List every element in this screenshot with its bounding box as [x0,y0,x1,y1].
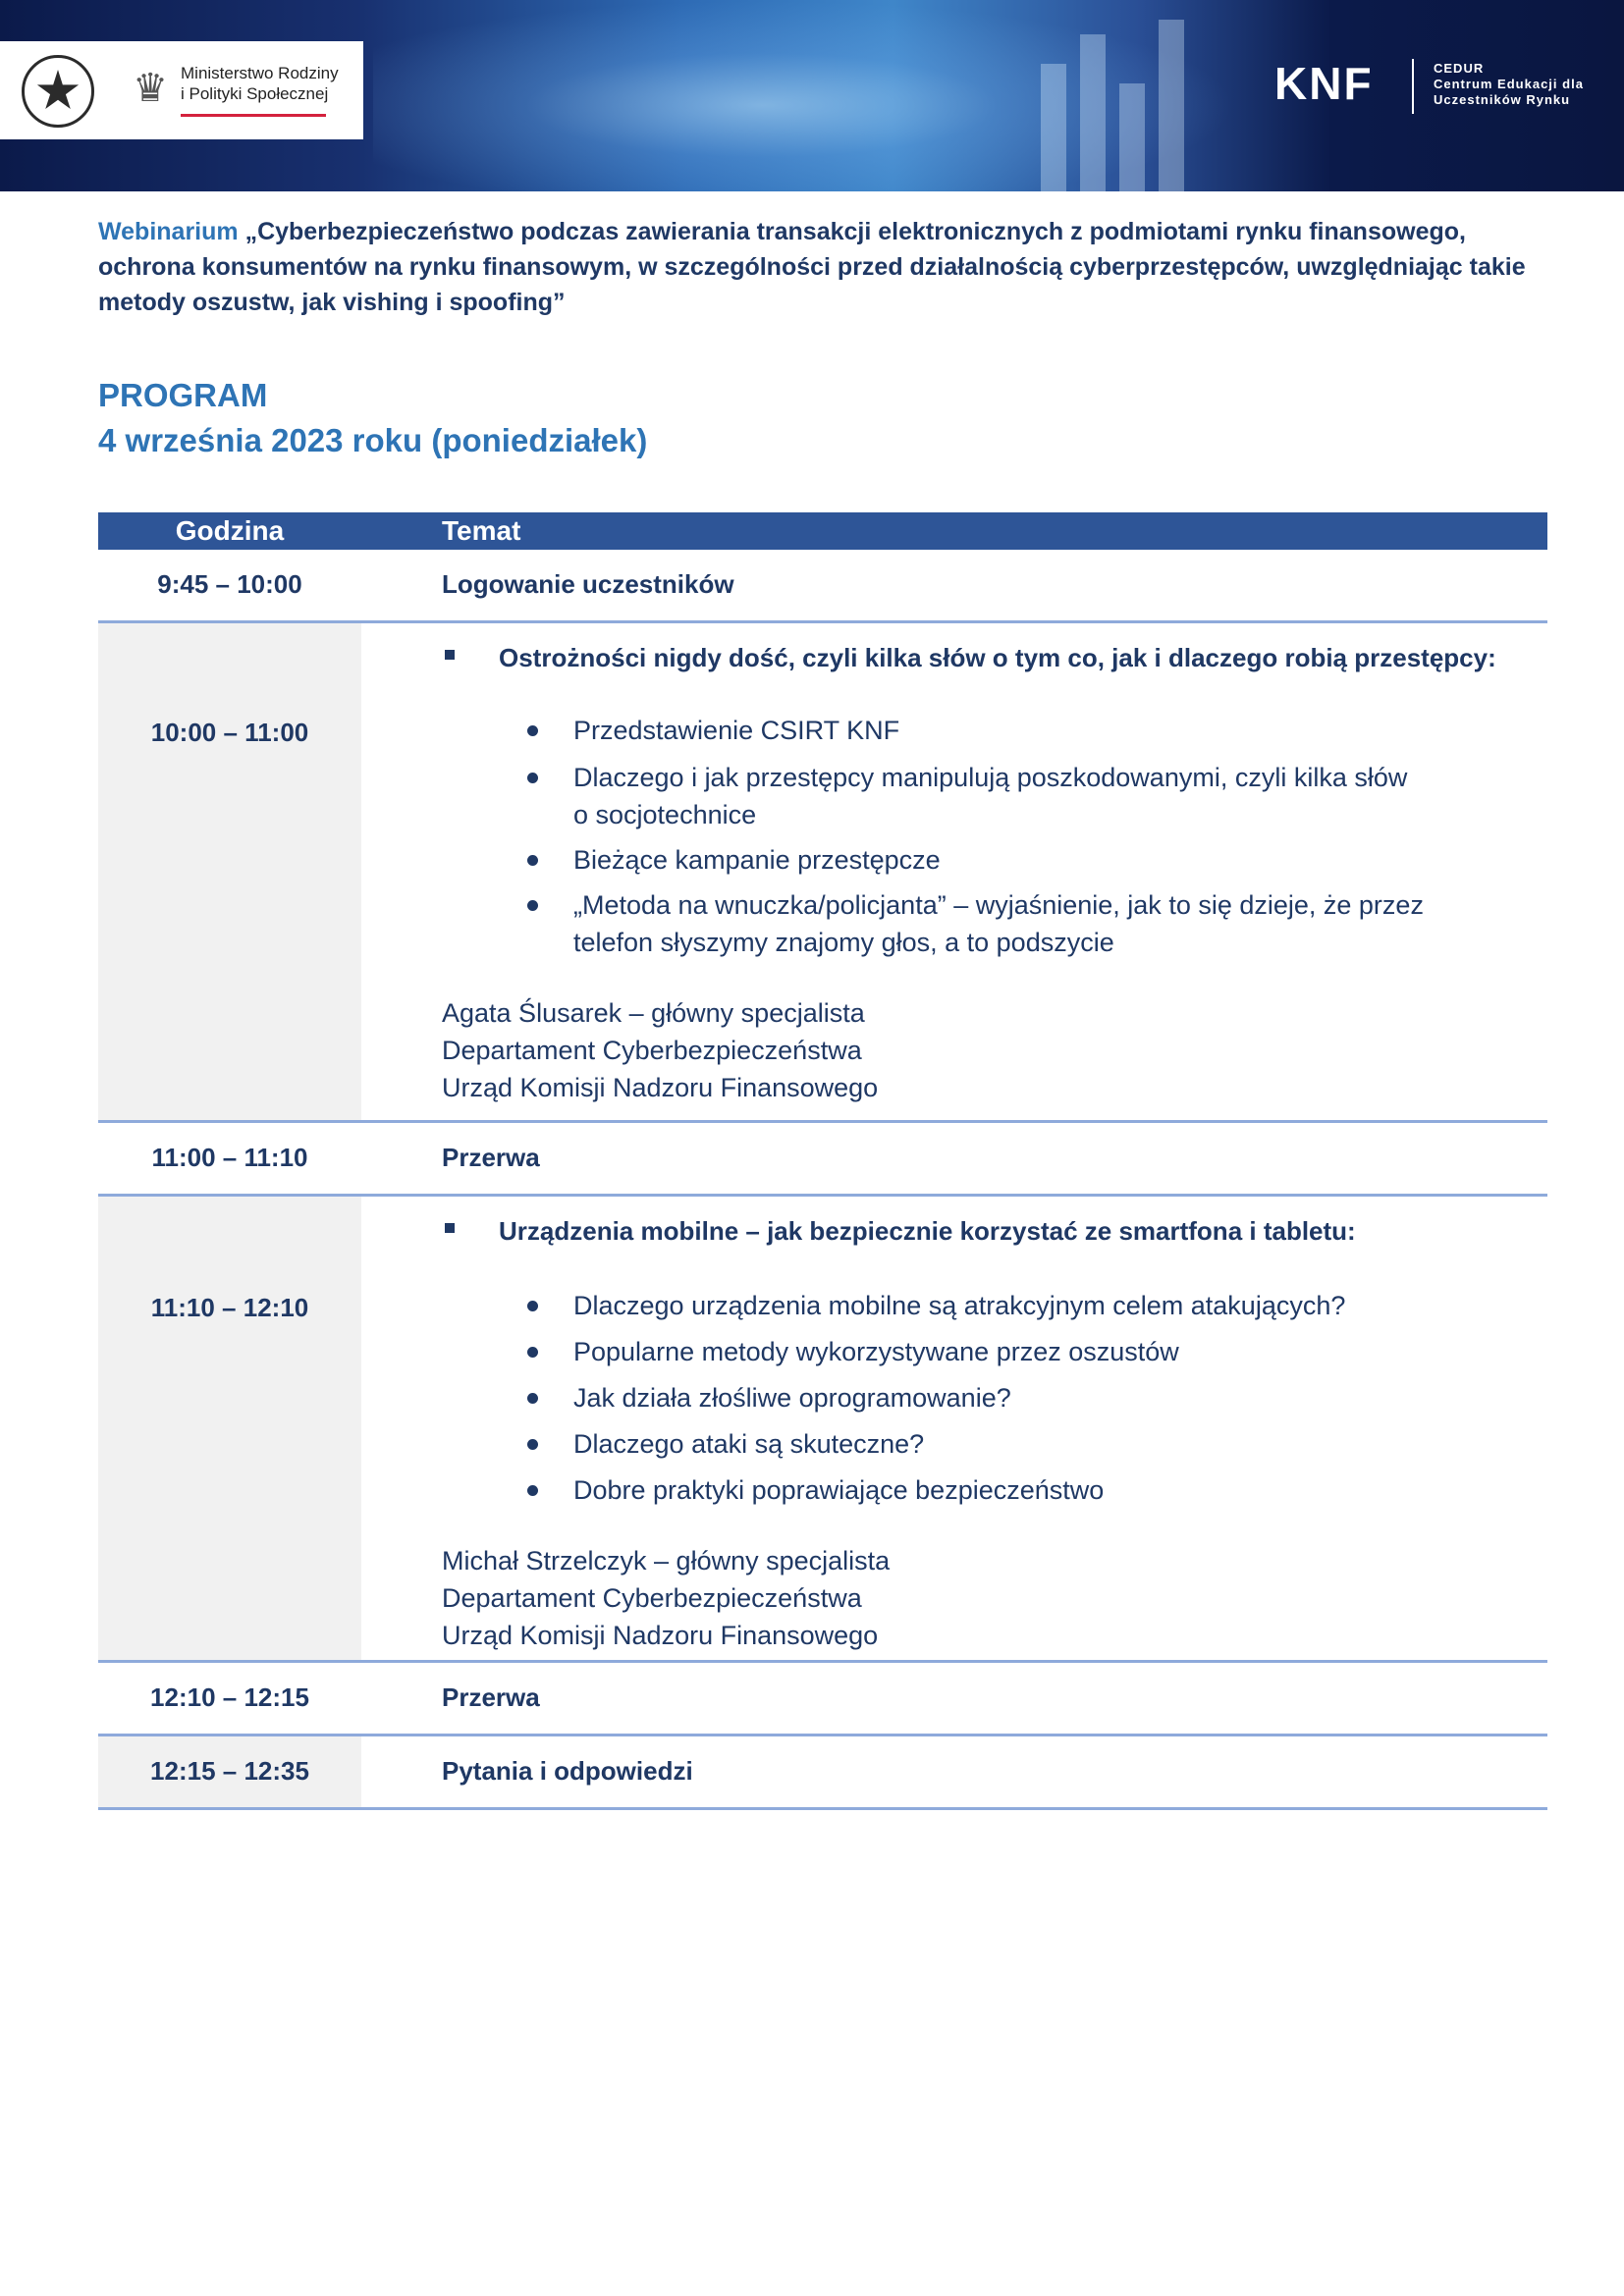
square-bullet-icon [445,1223,455,1233]
title-text: „Cyberbezpieczeństwo podczas zawierania transakcji elektronicznych z podmiotami rynku finansowego, ochrona konsumentów na rynku finansowym, w szczególności przed działalnością cyberprzestępców, uwzględniając takie metody oszustw, jak vishing i spoofing” [98,218,1526,316]
table-row [98,1123,1547,1197]
col-topic-header: Temat [442,515,521,546]
speaker-name: Michał Strzelczyk – główny specjalista [442,1546,891,1575]
table-row [98,623,1547,1123]
table-row [98,1736,1547,1810]
table-row [98,1197,1547,1663]
bullet-item: Dlaczego urządzenia mobilne są atrakcyjnym celem atakujących? [573,1291,1346,1320]
row-topic: Urządzenia mobilne – jak bezpiecznie korzystać ze smartfona i tabletu: [499,1216,1356,1246]
partner-logos [0,41,363,139]
table-row [98,550,1547,623]
speaker-department: Departament Cyberbezpieczeństwa [442,1583,862,1613]
bullet-item: Bieżące kampanie przestępcze [573,845,941,875]
ministry-line-1: Ministerstwo Rodziny [181,64,339,82]
speaker-name: Agata Ślusarek – główny specjalista [442,998,865,1028]
row-time: 10:00 – 11:00 [98,623,361,1120]
bullet-item: Dlaczego i jak przestępcy manipulują poszkodowanymi, czyli kilka słów [573,763,1408,792]
bullet-item: Przedstawienie CSIRT KNF [573,716,900,745]
bullet-icon [527,773,538,783]
bullet-icon [527,1347,538,1358]
row-topic: Przerwa [442,1143,540,1172]
row-topic: Pytania i odpowiedzi [442,1756,693,1786]
bullet-icon [527,900,538,911]
speaker-department: Departament Cyberbezpieczeństwa [442,1036,862,1065]
bullet-item: Jak działa złośliwe oprogramowanie? [573,1383,1011,1413]
logo-divider [1412,59,1414,114]
program-heading: PROGRAM [98,377,268,413]
speaker-institution: Urząd Komisji Nadzoru Finansowego [442,1621,879,1650]
row-time: 11:10 – 12:10 [98,1197,361,1660]
cedur-logo [1434,61,1584,108]
bullet-item-continued: o socjotechnice [573,800,757,829]
bullet-item: Popularne metody wykorzystywane przez oszustów [573,1337,1179,1366]
cedur-line-1: CEDUR [1434,61,1485,76]
row-topic: Ostrożności nigdy dość, czyli kilka słów o tym co, jak i dlaczego robią przestępcy: [499,643,1496,672]
bullet-icon [527,1439,538,1450]
table-header [98,512,1547,550]
cedur-line-3: Uczestników Rynku [1434,92,1571,107]
row-topic: Przerwa [442,1682,540,1712]
row-time: 12:15 – 12:35 [98,1736,361,1807]
eagle-emblem-icon: ♛ [133,67,168,110]
title-lead: Webinarium [98,218,239,245]
bullet-icon [527,855,538,866]
table-row [98,1663,1547,1736]
cedur-line-2: Centrum Edukacji dla [1434,77,1584,91]
banner-glow [373,0,1237,191]
ministry-line-2: i Polityki Społecznej [181,84,329,103]
row-time: 9:45 – 10:00 [157,569,302,599]
bullet-item-continued: telefon słyszymy znajomy głos, a to podszycie [573,928,1114,957]
police-badge-icon [22,55,94,128]
bullet-icon [527,1301,538,1311]
row-time: 12:10 – 12:15 [150,1682,309,1712]
header-banner [0,0,1624,191]
bullet-icon [527,725,538,736]
ministry-name [181,63,339,104]
row-topic: Logowanie uczestników [442,569,734,599]
bullet-icon [527,1485,538,1496]
bullet-item: Dobre praktyki poprawiające bezpieczeństwo [573,1475,1105,1505]
row-time: 11:00 – 11:10 [151,1143,308,1172]
bullet-item: Dlaczego ataki są skuteczne? [573,1429,925,1459]
speaker-institution: Urząd Komisji Nadzoru Finansowego [442,1073,879,1102]
bullet-item: „Metoda na wnuczka/policjanta” – wyjaśnienie, jak to się dzieje, że przez [573,890,1424,920]
program-heading-block [98,373,647,463]
webinar-title [98,214,1551,320]
agenda-table [98,512,1547,1810]
bullet-icon [527,1393,538,1404]
ministry-red-rule [181,114,326,117]
square-bullet-icon [445,650,455,660]
knf-logo: KNF [1274,58,1374,109]
program-date: 4 września 2023 roku (poniedziałek) [98,422,648,458]
col-time-header: Godzina [175,515,285,546]
